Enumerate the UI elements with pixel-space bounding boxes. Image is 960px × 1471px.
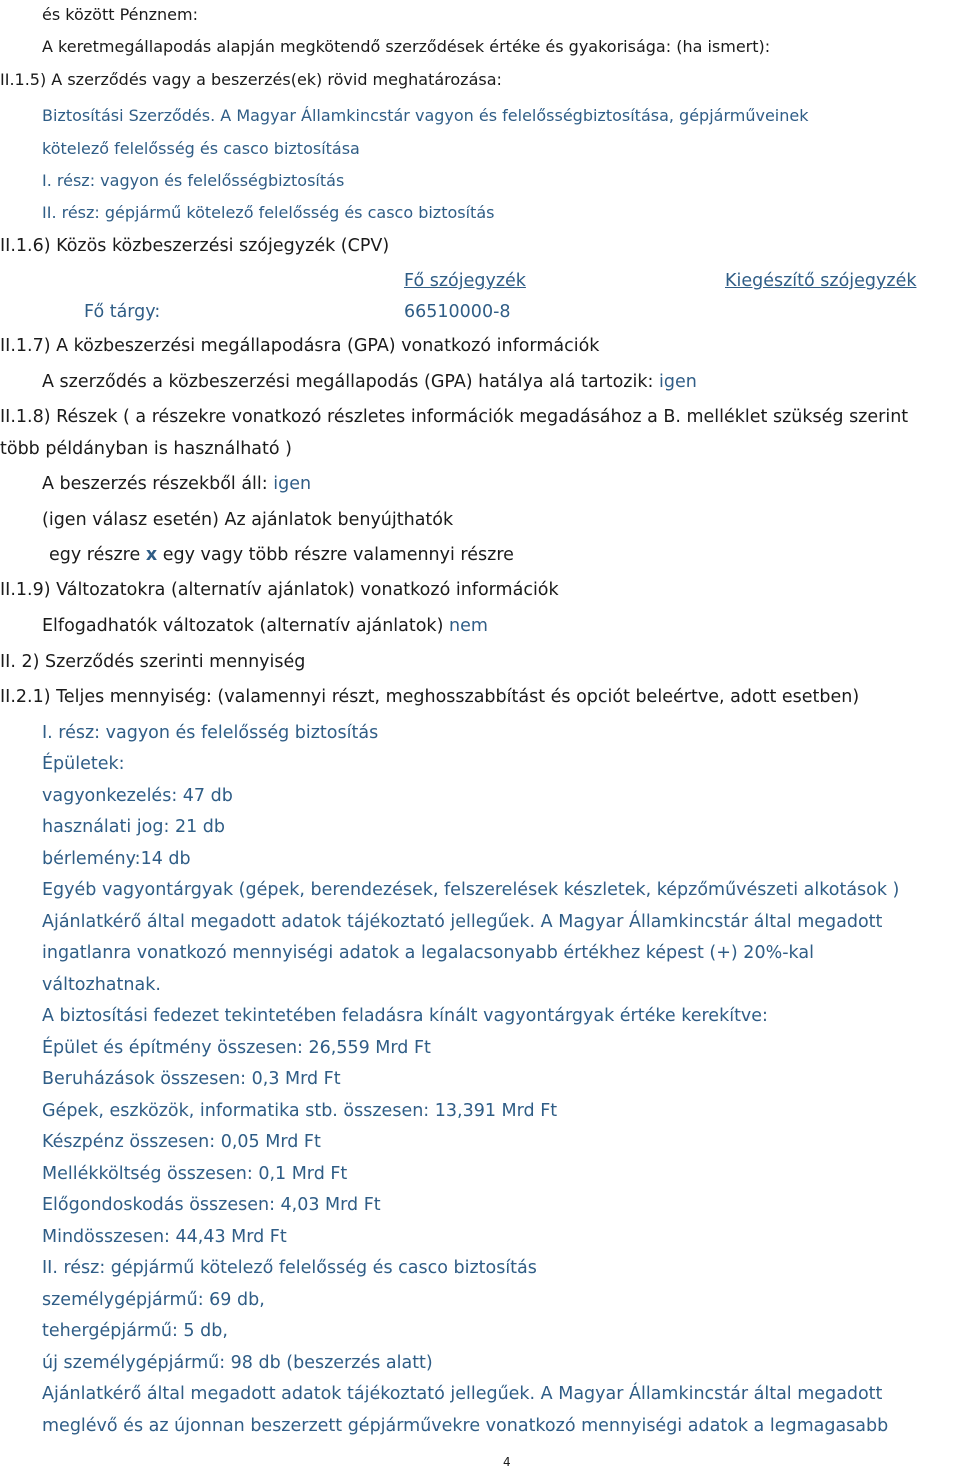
text-line: meglévő és az újonnan beszerzett gépjárművekre vonatkozó mennyiségi adatok a legmagasabb <box>42 1416 889 1436</box>
text-line: Mellékköltség összesen: 0,1 Mrd Ft <box>42 1164 348 1184</box>
text-line: (igen válasz esetén) Az ajánlatok benyújthatók <box>42 510 454 530</box>
section-heading: II.1.5) A szerződés vagy a beszerzés(ek) rövid meghatározása: <box>0 70 502 89</box>
text-line: változhatnak. <box>42 975 161 995</box>
text-line: II. rész: gépjármű kötelező felelősség és casco biztosítás <box>42 203 495 222</box>
section-heading: II.1.6) Közös közbeszerzési szójegyzék (CPV) <box>0 236 390 256</box>
option-other-parts: egy vagy több részre valamennyi részre <box>162 545 514 565</box>
text-line: I. rész: vagyon és felelősségbiztosítás <box>42 171 345 190</box>
text-line: Biztosítási Szerződés. A Magyar Államkincstár vagyon és felelősségbiztosítása, gépjárműveinek <box>42 106 809 125</box>
section-heading: II.2.1) Teljes mennyiség: (valamennyi részt, meghosszabbítást és opciót beleértve, adott esetben) <box>0 687 860 707</box>
text-line: több példányban is használható ) <box>0 439 292 459</box>
text-line <box>42 370 697 394</box>
variants-question: Elfogadhatók változatok (alternatív ajánlatok) <box>42 616 444 636</box>
gpa-answer: igen <box>658 372 697 392</box>
text-line: Ajánlatkérő által megadott adatok tájékoztató jellegűek. A Magyar Államkincstár által megadott <box>42 912 883 932</box>
text-line: tehergépjármű: 5 db, <box>42 1321 228 1341</box>
text-line: vagyonkezelés: 47 db <box>42 786 233 806</box>
cpv-main-code: 66510000-8 <box>404 302 511 322</box>
parts-answer: igen <box>273 474 312 494</box>
cpv-supplementary-header: Kiegészítő szójegyzék <box>725 271 917 291</box>
parts-question: A beszerzés részekből áll: <box>42 474 268 494</box>
text-line: Gépek, eszközök, informatika stb. összesen: 13,391 Mrd Ft <box>42 1101 558 1121</box>
text-line: II. rész: gépjármű kötelező felelősség és casco biztosítás <box>42 1258 537 1278</box>
text-line <box>42 472 311 496</box>
text-line: kötelező felelősség és casco biztosítása <box>42 139 360 158</box>
page-number: 4 <box>503 1455 511 1469</box>
text-line: Egyéb vagyontárgyak (gépek, berendezések, felszerelések készletek, képzőművészeti alkotások ) <box>42 880 900 900</box>
text-line: Beruházások összesen: 0,3 Mrd Ft <box>42 1069 341 1089</box>
cpv-main-header: Fő szójegyzék <box>404 271 526 291</box>
text-line: Készpénz összesen: 0,05 Mrd Ft <box>42 1132 321 1152</box>
text-line: Előgondoskodás összesen: 4,03 Mrd Ft <box>42 1195 381 1215</box>
variants-answer: nem <box>448 616 488 636</box>
selected-mark: x <box>145 545 158 565</box>
text-line: Épület és építmény összesen: 26,559 Mrd Ft <box>42 1038 431 1058</box>
text-line: A biztosítási fedezet tekintetében feladásra kínált vagyontárgyak értéke kerekítve: <box>42 1006 768 1026</box>
section-heading: II.1.7) A közbeszerzési megállapodásra (GPA) vonatkozó információk <box>0 336 600 356</box>
text-line: I. rész: vagyon és felelősség biztosítás <box>42 723 379 743</box>
text-line: bérlemény:14 db <box>42 849 191 869</box>
text-line <box>49 543 514 567</box>
section-heading: II. 2) Szerződés szerinti mennyiség <box>0 652 306 672</box>
section-heading: II.1.9) Változatokra (alternatív ajánlatok) vonatkozó információk <box>0 580 559 600</box>
text-line: Mindösszesen: 44,43 Mrd Ft <box>42 1227 287 1247</box>
gpa-question: A szerződés a közbeszerzési megállapodás (GPA) hatálya alá tartozik: <box>42 372 654 392</box>
text-line: és között Pénznem: <box>42 5 198 24</box>
cpv-main-label: Fő tárgy: <box>84 302 161 322</box>
text-line: A keretmegállapodás alapján megkötendő szerződések értéke és gyakorisága: (ha ismert): <box>42 37 771 56</box>
text-line: személygépjármű: 69 db, <box>42 1290 265 1310</box>
text-line: új személygépjármű: 98 db (beszerzés alatt) <box>42 1353 433 1373</box>
option-one-part: egy részre <box>49 545 141 565</box>
text-line: ingatlanra vonatkozó mennyiségi adatok a legalacsonyabb értékhez képest (+) 20%-kal <box>42 943 814 963</box>
text-line: Épületek: <box>42 754 125 774</box>
section-heading: II.1.8) Részek ( a részekre vonatkozó részletes információk megadásához a B. melléklet szükség szerint <box>0 407 909 427</box>
text-line: használati jog: 21 db <box>42 817 225 837</box>
text-line <box>42 614 488 638</box>
text-line: Ajánlatkérő által megadott adatok tájékoztató jellegűek. A Magyar Államkincstár által megadott <box>42 1384 883 1404</box>
